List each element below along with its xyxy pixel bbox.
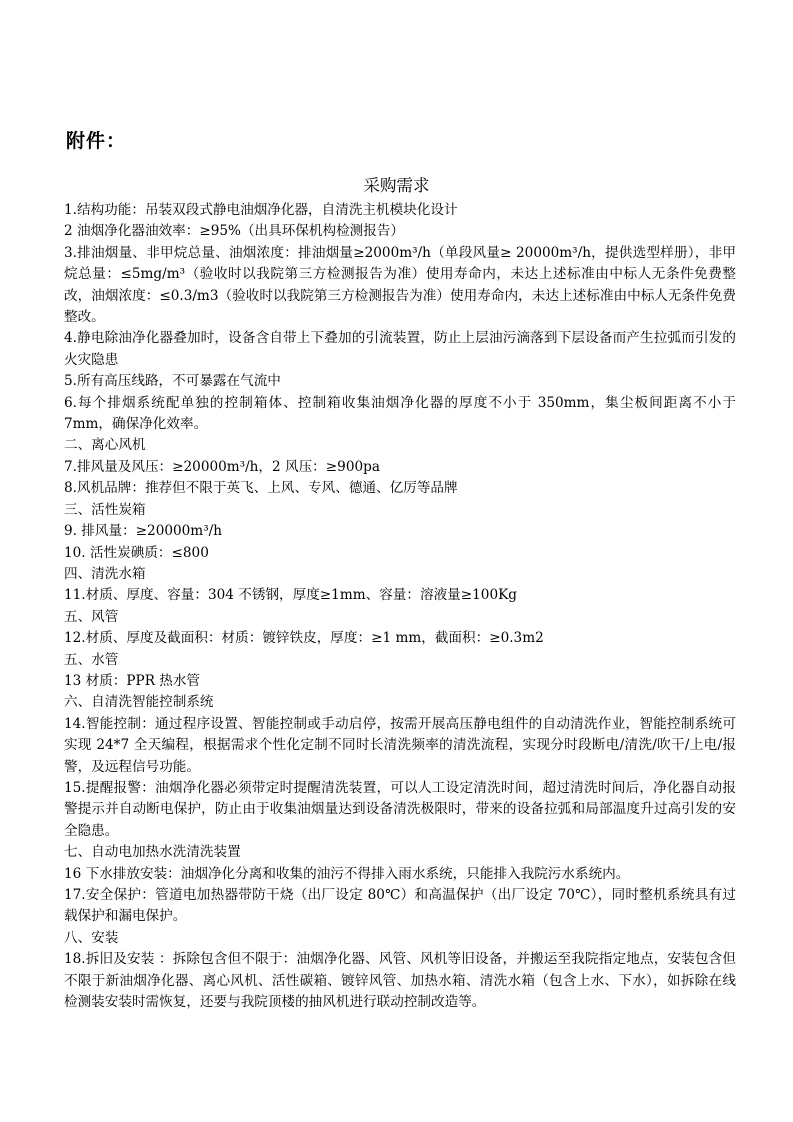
section-heading: 五、风管 (64, 608, 119, 625)
document-title: 采购需求 (363, 176, 430, 195)
paragraph: 13 材质：PPR 热水管 (64, 672, 201, 689)
section-heading: 四、清洗水箱 (64, 565, 146, 582)
requirements-body (64, 200, 736, 1013)
paragraph: 2 油烟净化器油效率：≥95%（出具环保机构检测报告） (64, 223, 405, 240)
paragraph: 5.所有高压线路，不可暴露在气流中 (64, 373, 281, 390)
paragraph: 1.结构功能：吊装双段式静电油烟净化器，自清洗主机模块化设计 (64, 202, 458, 218)
section-heading: 六、自清洗智能控制系统 (64, 694, 214, 711)
paragraph: 7.排风量及风压：≥20000m³/h，2 风压：≥900pa (64, 458, 380, 475)
paragraph: 4.静电除油净化器叠加时，设备含自带上下叠加的引流装置，防止上层油污滴落到下层设备而产生拉弧而引发的火灾隐患 (64, 330, 736, 368)
paragraph: 6.每个排烟系统配单独的控制箱体、控制箱收集油烟净化器的厚度不小于 350mm，集尘板间距离不小于 7mm，确保净化效率。 (64, 394, 736, 433)
paragraph: 8.风机品牌：推荐但不限于英飞、上风、专风、德通、亿厉等品牌 (64, 480, 458, 497)
paragraph: 14.智能控制：通过程序设置、智能控制或手动启停，按需开展高压静电组件的自动清洗作业，智能控制系统可实现 24*7 全天编程，根据需求个性化定制不同时长清洗频率的清洗流程，实现分时段断电/清洗/吹干/上电/报警，及远程信号功能。 (64, 715, 736, 775)
paragraph: 17.安全保护：管道电加热器带防干烧（出厂设定 80℃）和高温保护（出厂设定 70℃），同时整机系统具有过载保护和漏电保护。 (64, 887, 736, 925)
paragraph: 12.材质、厚度及截面积：材质：镀锌铁皮，厚度：≥1 mm，截面积：≥0.3m2 (64, 630, 544, 647)
paragraph: 18.拆旧及安装 ：拆除包含但不限于：油烟净化器、风管、风机等旧设备，并搬运至我院指定地点，安装包含但不限于新油烟净化器、离心风机、活性碳箱、镀锌风管、加热水箱、清洗水箱（包含上水、下水），如拆除在线检测装安装时需恢复，还要与我院顶楼的抽风机进行联动控制改造等。 (64, 951, 736, 1011)
attachment-label: 附件： (66, 130, 127, 152)
section-heading: 八、安装 (64, 929, 119, 946)
section-heading: 三、活性炭箱 (64, 501, 146, 518)
section-heading: 七、自动电加热水洗清洗装置 (64, 844, 241, 861)
paragraph: 9. 排风量：≥20000m³/h (64, 523, 222, 540)
paragraph: 11.材质、厚度、容量：304 不锈钢，厚度≥1mm、容量：溶液量≥100Kg (64, 587, 517, 604)
section-heading: 五、水管 (64, 651, 119, 668)
paragraph: 15.提醒报警：油烟净化器必须带定时提醒清洗装置，可以人工设定清洗时间，超过清洗时间后，净化器自动报警提示并自动断电保护，防止由于收集油烟量达到设备清洗极限时，带来的设备拉弧和局部温度升过高引发的安全隐患。 (64, 779, 736, 839)
paragraph: 10. 活性炭碘质：≤800 (64, 544, 209, 561)
paragraph: 16 下水排放安装：油烟净化分离和收集的油污不得排入雨水系统，只能排入我院污水系统内。 (64, 865, 630, 882)
section-heading: 二、离心风机 (64, 437, 146, 454)
paragraph: 3.排油烟量、非甲烷总量、油烟浓度：排油烟量≥2000m³/h（单段风量≥ 20000m³/h，提供选型样册），非甲烷总量：≤5mg/m³（验收时以我院第三方检测报告为准）使用寿命内，未达上述标准由中标人无条件免费整改，油烟浓度：≤0.3/m3（验收时以我院第三方检测报告为准）使用寿命内，未达上述标准由中标人无条件免费整改。 (64, 244, 736, 326)
